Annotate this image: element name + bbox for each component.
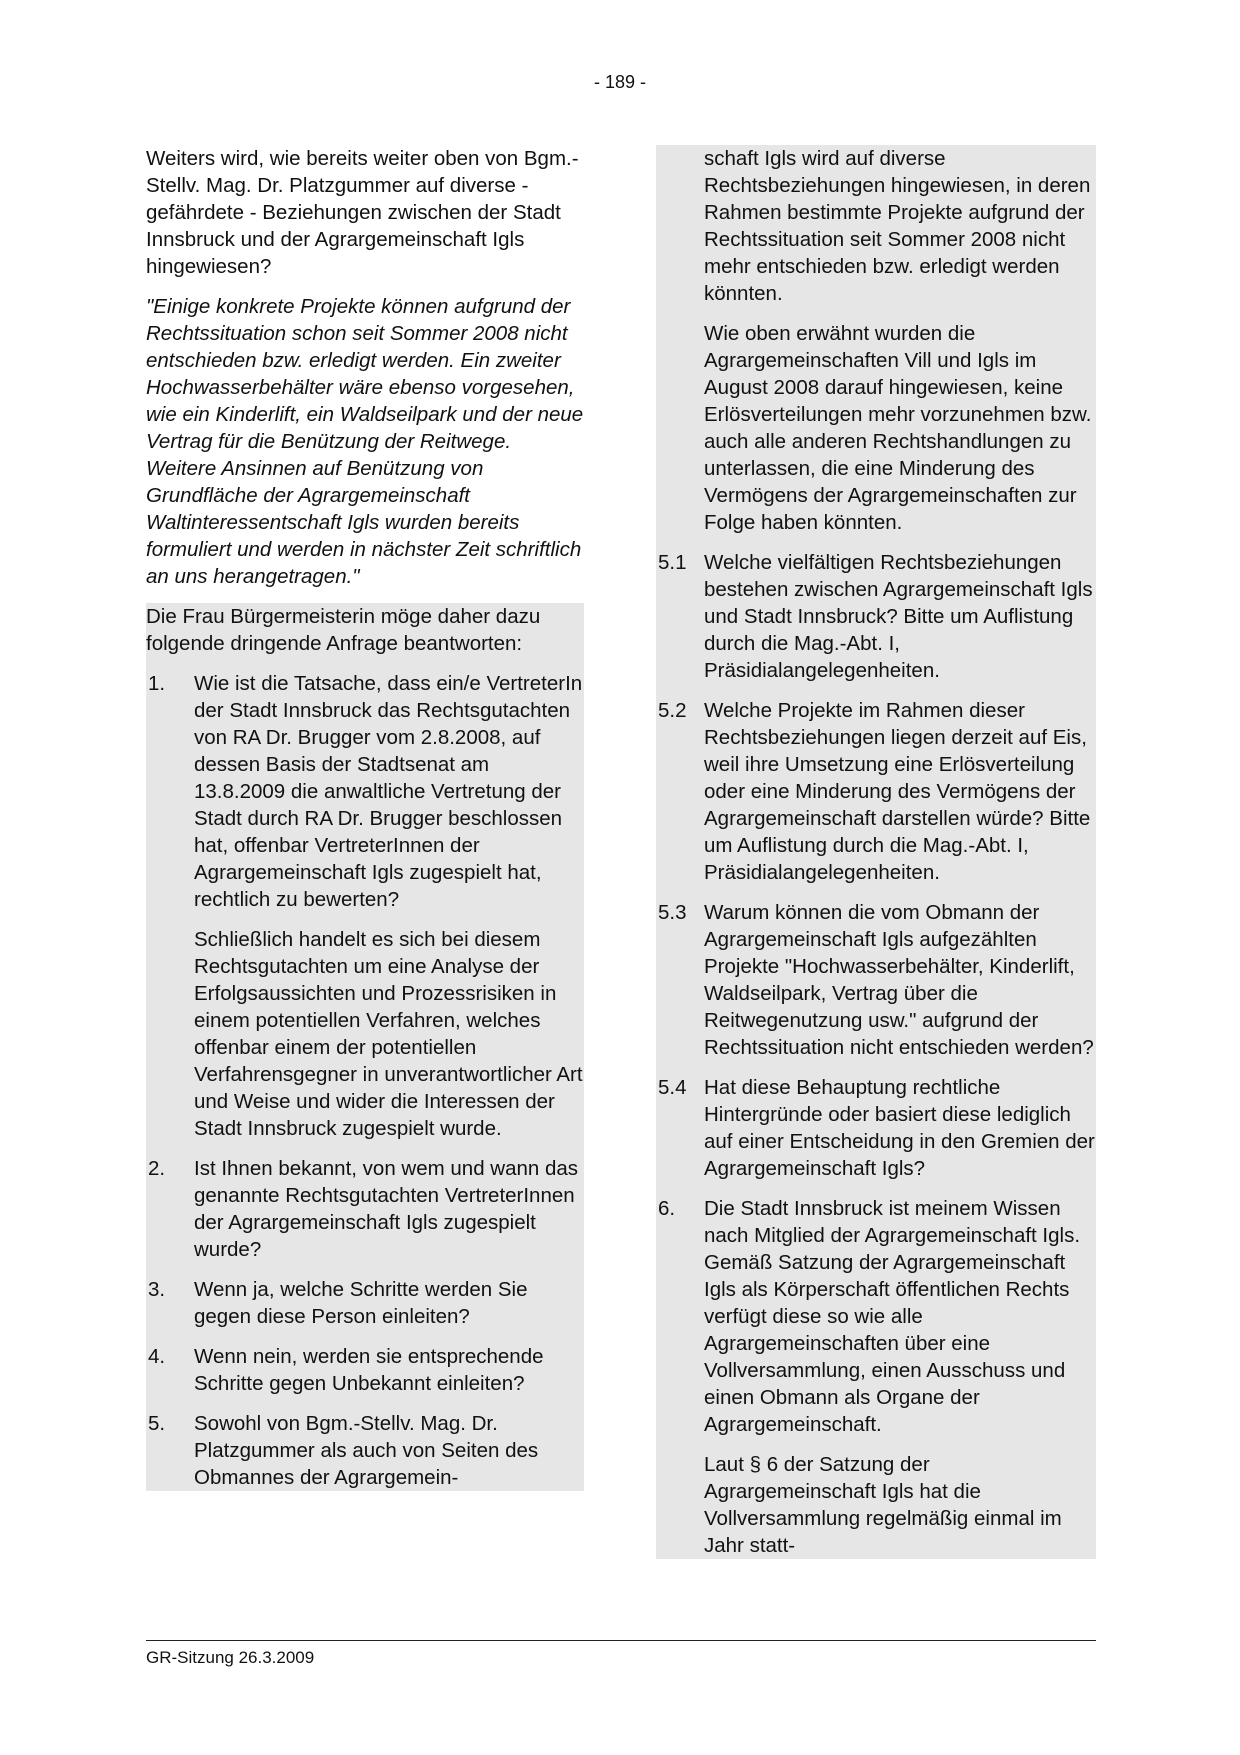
item-text: Welche Projekte im Rahmen dieser Rechtsbeziehungen liegen derzeit auf Eis, weil ihre Umsetzung eine Erlösverteilung oder eine Minderung des Vermögens der Agrargemeinschaft darstellen würde? Bitte um Auflistung durch die Mag.-Abt. I, Präsidialangelegenheiten. [704,699,1091,884]
page-number: - 189 - [593,72,647,92]
question-item-5-2 [656,697,1096,886]
footer-divider [146,1640,1096,1641]
item-5-paragraph: Wie oben erwähnt wurden die Agrargemeinschaften Vill und Igls im August 2008 darauf hingewiesen, keine Erlösverteilungen mehr vorzunehmen bzw. auch alle anderen Rechtshandlungen zu unterlassen, die eine Minderung des Vermögens der Agrargemeinschaften zur Folge haben könnten. [704,322,1092,534]
question-item-5 [146,1410,584,1491]
item-text: Wie ist die Tatsache, dass ein/e VertreterIn der Stadt Innsbruck das Rechtsgutachten von RA Dr. Brugger vom 2.8.2008, auf dessen Basis der Stadtsenat am 13.8.2009 die anwaltliche Vertretung der Stadt durch RA Dr. Brugger beschlossen hat, offenbar VertreterInnen der Agrargemeinschaft Igls zugespielt hat, rechtlich zu bewerten? [194,672,583,911]
item-text: Wenn ja, welche Schritte werden Sie gegen diese Person einleiten? [194,1278,528,1328]
left-column [146,145,584,1491]
request-paragraph: Die Frau Bürgermeisterin möge daher dazu folgende dringende Anfrage beantworten: [146,605,541,655]
item-number: 5.1 [658,551,687,574]
item-text: Welche vielfältigen Rechtsbeziehungen bestehen zwischen Agrargemeinschaft Igls und Stadt Innsbruck? Bitte um Auflistung durch die Mag.-Abt. I, Präsidialangelegenheiten. [704,551,1093,682]
item-number: 2. [148,1157,166,1180]
question-item-5-1 [656,549,1096,684]
intro-paragraph: Weiters wird, wie bereits weiter oben von Bgm.-Stellv. Mag. Dr. Platzgummer auf diverse - gefährdete - Beziehungen zwischen der Stadt Innsbruck und der Agrargemeinschaft Igls hingewiesen? [146,147,579,278]
right-column [656,145,1096,1559]
item-text: Warum können die vom Obmann der Agrargemeinschaft Igls aufgezählten Projekte "Hochwasserbehälter, Kinderlift, Waldseilpark, Vertrag über die Reitwegenutzung usw." aufgrund der Rechtssituation nicht entschieden werden? [704,901,1094,1059]
item-number: 4. [148,1345,166,1368]
item-1-continuation: Schließlich handelt es sich bei diesem Rechtsgutachten um eine Analyse der Erfolgsaussichten und Prozessrisiken in einem potentiellen Verfahren, welches offenbar einem der potentiellen Verfahrensgegner in unverantwortlicher Art und Weise und wider die Interessen der Stadt Innsbruck zugespielt wurde. [194,928,583,1140]
continuation-block [656,145,1096,1559]
item-number: 1. [148,672,166,695]
question-item-2 [146,1155,584,1263]
item-text: Die Stadt Innsbruck ist meinem Wissen nach Mitglied der Agrargemeinschaft Igls. Gemäß Satzung der Agrargemeinschaft Igls als Körperschaft öffentlichen Rechts verfügt diese so wie alle Agrargemeinschaften über eine Vollversammlung, einen Ausschuss und einen Obmann als Organe der Agrargemeinschaft. [704,1197,1081,1436]
item-6-paragraph: Laut § 6 der Satzung der Agrargemeinschaft Igls hat die Vollversammlung regelmäßig einmal im Jahr statt- [704,1453,1062,1557]
item-5-continuation: schaft Igls wird auf diverse Rechtsbeziehungen hingewiesen, in deren Rahmen bestimmte Projekte aufgrund der Rechtssituation seit Sommer 2008 nicht mehr entschieden bzw. erledigt werden könnten. [704,147,1091,305]
item-number: 5.2 [658,699,687,722]
question-item-5-3 [656,899,1096,1061]
item-number: 5. [148,1412,166,1435]
question-item-4 [146,1343,584,1397]
request-block [146,603,584,1491]
item-number: 5.3 [658,901,687,924]
question-item-3 [146,1276,584,1330]
item-text: Ist Ihnen bekannt, von wem und wann das genannte Rechtsgutachten VertreterInnen der Agrargemeinschaft Igls zugespielt wurde? [194,1157,579,1261]
item-number: 3. [148,1278,166,1301]
quote-paragraph: "Einige konkrete Projekte können aufgrund der Rechtssituation schon seit Sommer 2008 nicht entschieden bzw. erledigt werden. Ein zweiter Hochwasserbehälter wäre ebenso vorgesehen, wie ein Kinderlift, ein Waldseilpark und der neue Vertrag für die Benützung der Reitwege. Weitere Ansinnen auf Benützung von Grundfläche der Agrargemeinschaft Waltinteressentschaft Igls wurden bereits formuliert und werden in nächster Zeit schriftlich an uns herangetragen." [146,295,584,588]
footer-text: GR-Sitzung 26.3.2009 [146,1648,315,1667]
item-number: 5.4 [658,1076,687,1099]
item-text: Hat diese Behauptung rechtliche Hintergründe oder basiert diese lediglich auf einer Entscheidung in den Gremien der Agrargemeinschaft Igls? [704,1076,1095,1180]
item-text: Wenn nein, werden sie entsprechende Schritte gegen Unbekannt einleiten? [194,1345,544,1395]
question-item-6 [656,1195,1096,1438]
question-item-5-4 [656,1074,1096,1182]
item-number: 6. [658,1197,676,1220]
item-text: Sowohl von Bgm.-Stellv. Mag. Dr. Platzgummer als auch von Seiten des Obmannes der Agrargemein- [194,1412,539,1489]
question-item-1 [146,670,584,913]
